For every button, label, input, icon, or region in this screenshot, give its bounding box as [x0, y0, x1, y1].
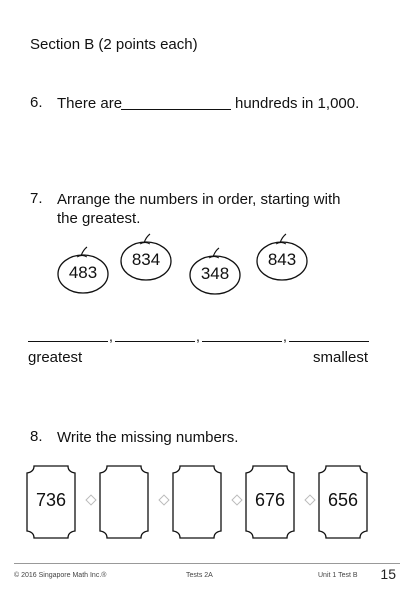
apple-834: [120, 233, 172, 281]
label-smallest: smallest: [313, 349, 369, 366]
apple-number: 348: [200, 264, 230, 283]
apple-843: [256, 233, 308, 281]
apple-number: 834: [131, 250, 161, 269]
card-number: 736: [35, 490, 67, 510]
number-card: [26, 465, 76, 539]
section-title: Section B (2 points each): [30, 36, 198, 53]
question-text-line2: the greatest.: [57, 210, 141, 227]
number-card-blank[interactable]: [172, 465, 222, 539]
number-card: [318, 465, 368, 539]
footer-unit: Unit 1 Test B: [318, 572, 358, 579]
order-blank-3[interactable]: [202, 341, 282, 342]
comma: ,: [283, 328, 287, 344]
number-card-blank[interactable]: [99, 465, 149, 539]
diamond-separator: [231, 494, 242, 505]
apple-348: [189, 247, 241, 295]
label-greatest: greatest: [28, 349, 83, 366]
page-number: 15: [380, 566, 396, 582]
diamond-separator: [85, 494, 96, 505]
order-blank-4[interactable]: [289, 341, 369, 342]
question-number: 7.: [30, 190, 43, 207]
question-number: 6.: [30, 94, 43, 111]
question-text: Write the missing numbers.: [57, 429, 239, 446]
comma: ,: [109, 328, 113, 344]
question-text-after: hundreds in 1,000.: [235, 95, 360, 112]
question-text-line1: Arrange the numbers in order, starting with: [57, 191, 341, 208]
order-blank-2[interactable]: [115, 341, 195, 342]
ticket-outline-icon: [172, 465, 222, 539]
number-card: [245, 465, 295, 539]
card-number: 656: [327, 490, 359, 510]
apple-number: 483: [68, 263, 98, 282]
diamond-separator: [304, 494, 315, 505]
question-number: 8.: [30, 428, 43, 445]
comma: ,: [196, 328, 200, 344]
footer-divider: [14, 563, 400, 564]
footer-book: Tests 2A: [186, 572, 213, 579]
card-number: 676: [254, 490, 286, 510]
order-blank-1[interactable]: [28, 341, 108, 342]
diamond-separator: [158, 494, 169, 505]
answer-blank[interactable]: [121, 109, 231, 110]
question-text-before: There are: [57, 95, 123, 112]
apple-number: 843: [267, 250, 297, 269]
footer-copyright: © 2016 Singapore Math Inc.®: [14, 572, 107, 579]
apple-483: [57, 246, 109, 294]
ticket-outline-icon: [99, 465, 149, 539]
